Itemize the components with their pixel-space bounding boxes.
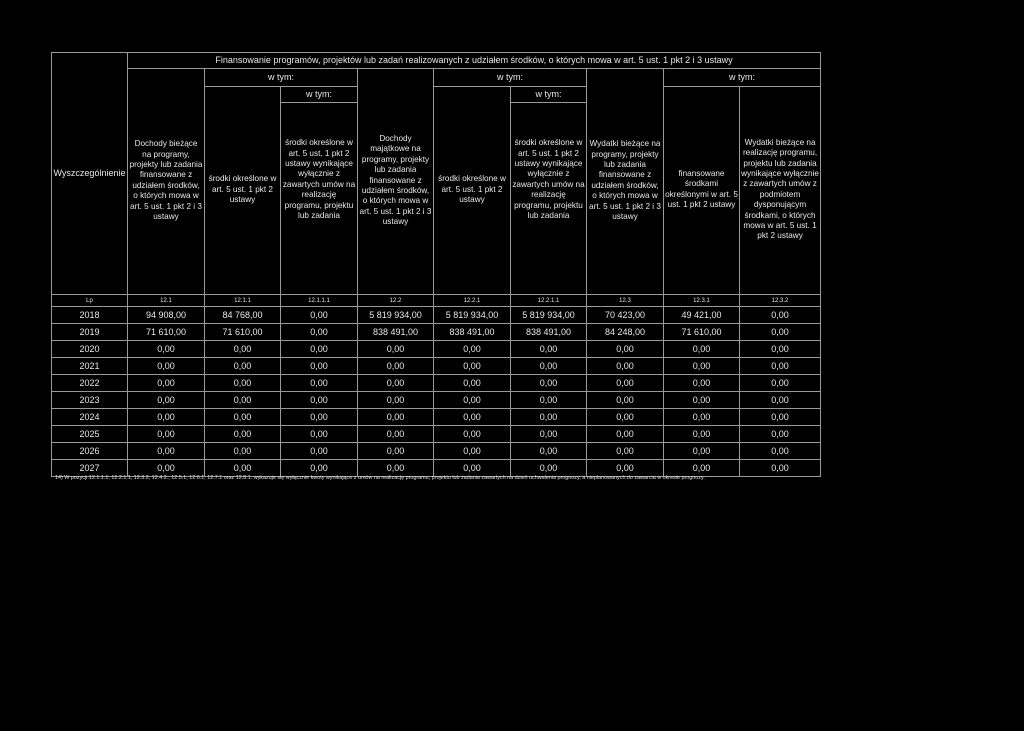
header-w-tym-1: w tym: [205, 69, 358, 87]
header-spacer [281, 257, 358, 293]
code-cell: Lp [52, 295, 128, 307]
row-value: 0,00 [205, 341, 281, 358]
header-w-tym-2: w tym: [434, 69, 587, 87]
header-w-tym-2a: w tym: [511, 87, 587, 103]
row-value: 0,00 [434, 443, 511, 460]
row-value: 0,00 [358, 341, 434, 358]
row-value: 0,00 [587, 358, 664, 375]
row-value: 0,00 [664, 358, 740, 375]
code-cell: 12.2.1 [434, 295, 511, 307]
table-row [52, 358, 821, 375]
table-row [52, 426, 821, 443]
row-value: 0,00 [128, 392, 205, 409]
row-value: 0,00 [434, 375, 511, 392]
row-value: 0,00 [281, 392, 358, 409]
row-value: 0,00 [205, 392, 281, 409]
header-wyszczegolnienie: Wyszczególnienie [52, 53, 128, 295]
code-cell: 12.3.1 [664, 295, 740, 307]
row-value: 0,00 [740, 392, 821, 409]
header-c3: środki określone w art. 5 ust. 1 pkt 2 ustawy wynikające wyłącznie z zawartych umów na realizację programu, projektu lub zadania [281, 103, 358, 257]
row-value: 0,00 [434, 341, 511, 358]
row-value: 49 421,00 [664, 307, 740, 324]
data-rows [52, 307, 821, 477]
row-value: 0,00 [511, 426, 587, 443]
row-value: 0,00 [740, 460, 821, 477]
row-value: 0,00 [740, 341, 821, 358]
row-value: 0,00 [511, 409, 587, 426]
row-value: 5 819 934,00 [434, 307, 511, 324]
table-row [52, 324, 821, 341]
table-row [52, 443, 821, 460]
row-value: 0,00 [587, 426, 664, 443]
row-value: 0,00 [587, 443, 664, 460]
header-c6: środki określone w art. 5 ust. 1 pkt 2 ustawy wynikające wyłącznie z zawartych umów na realizację programu, projektu lub zadania [511, 103, 587, 257]
row-value: 71 610,00 [664, 324, 740, 341]
row-value: 0,00 [281, 460, 358, 477]
row-value: 70 423,00 [587, 307, 664, 324]
row-value: 0,00 [664, 341, 740, 358]
row-value: 0,00 [205, 358, 281, 375]
header-c1: Dochody bieżące na programy, projekty lub zadania finansowane z udziałem środków, o których mowa w art. 5 ust. 1 pkt 2 i 3 ustawy [128, 69, 205, 293]
row-value: 84 248,00 [587, 324, 664, 341]
row-value: 0,00 [358, 409, 434, 426]
code-cell: 12.2 [358, 295, 434, 307]
row-value: 0,00 [281, 426, 358, 443]
row-year: 2023 [52, 392, 128, 409]
row-value: 0,00 [740, 409, 821, 426]
row-value: 84 768,00 [205, 307, 281, 324]
row-value: 0,00 [281, 409, 358, 426]
row-value: 0,00 [128, 358, 205, 375]
row-year: 2024 [52, 409, 128, 426]
row-value: 838 491,00 [434, 324, 511, 341]
row-value: 0,00 [358, 392, 434, 409]
row-value: 0,00 [434, 426, 511, 443]
table-row [52, 392, 821, 409]
row-value: 0,00 [511, 460, 587, 477]
row-value: 0,00 [664, 443, 740, 460]
row-value: 0,00 [281, 324, 358, 341]
code-cell: 12.3 [587, 295, 664, 307]
row-value: 838 491,00 [358, 324, 434, 341]
row-value: 0,00 [128, 443, 205, 460]
header-c9: Wydatki bieżące na realizację programu, projektu lub zadania wynikające wyłącznie z zawartych umów z podmiotem dysponującym środkami, o których mowa w art. 5 ust. 1 pkt 2 ustawy [740, 87, 821, 293]
row-year: 2027 [52, 460, 128, 477]
header-c2: środki określone w art. 5 ust. 1 pkt 2 ustawy [205, 87, 281, 293]
row-value: 0,00 [664, 392, 740, 409]
code-cell: 12.1.1 [205, 295, 281, 307]
code-cell: 12.1.1.1 [281, 295, 358, 307]
row-value: 0,00 [205, 375, 281, 392]
code-cell: 12.2.1.1 [511, 295, 587, 307]
row-value: 0,00 [664, 375, 740, 392]
row-year: 2018 [52, 307, 128, 324]
row-value: 0,00 [358, 443, 434, 460]
row-value: 0,00 [358, 358, 434, 375]
row-value: 0,00 [128, 409, 205, 426]
row-value: 0,00 [281, 341, 358, 358]
row-value: 0,00 [740, 426, 821, 443]
header-c8: finansowane środkami określonymi w art. 5 ust. 1 pkt 2 ustawy [664, 87, 740, 293]
row-value: 0,00 [205, 426, 281, 443]
row-value: 0,00 [587, 460, 664, 477]
table-row [52, 409, 821, 426]
row-value: 0,00 [205, 409, 281, 426]
row-value: 0,00 [205, 443, 281, 460]
code-cell: 12.3.2 [740, 295, 821, 307]
table-row [52, 375, 821, 392]
row-value: 0,00 [511, 341, 587, 358]
row-value: 0,00 [740, 307, 821, 324]
row-value: 0,00 [664, 426, 740, 443]
header-title: Finansowanie programów, projektów lub zadań realizowanych z udziałem środków, o których mowa w art. 5 ust. 1 pkt 2 i 3 ustawy [128, 53, 821, 69]
row-value: 0,00 [740, 375, 821, 392]
row-value: 0,00 [587, 341, 664, 358]
row-year: 2020 [52, 341, 128, 358]
row-value: 0,00 [664, 460, 740, 477]
row-value: 0,00 [128, 375, 205, 392]
codes-row [52, 295, 821, 307]
row-year: 2025 [52, 426, 128, 443]
row-value: 0,00 [434, 460, 511, 477]
row-value: 5 819 934,00 [358, 307, 434, 324]
row-value: 0,00 [740, 358, 821, 375]
row-value: 0,00 [281, 358, 358, 375]
footnote: 14) W pozycji 12.1.1.1, 12.2.1.1, 12.3.2, 12.4.2., 12.5.1, 12.6.1, 12.7.1 oraz 12.8.1. wykazuje się wyłącznie kwoty wynikające z umów na realizację programu, projektu lub zadania zawartych na dzień uchwalenia prognozy, a nieplanowanych do zawarcia w okresie prognozy. [55, 475, 705, 481]
row-value: 0,00 [434, 392, 511, 409]
row-value: 0,00 [511, 392, 587, 409]
row-value: 0,00 [511, 375, 587, 392]
header-c7: Wydatki bieżące na programy, projekty lub zadania finansowane z udziałem środków, o których mowa w art. 5 ust. 1 pkt 2 i 3 ustawy [587, 69, 664, 293]
row-value: 5 819 934,00 [511, 307, 587, 324]
row-value: 0,00 [281, 443, 358, 460]
header-spacer [511, 257, 587, 293]
code-cell: 12.1 [128, 295, 205, 307]
row-year: 2026 [52, 443, 128, 460]
row-value: 0,00 [358, 460, 434, 477]
row-value: 838 491,00 [511, 324, 587, 341]
header-c4: Dochody majątkowe na programy, projekty lub zadania finansowane z udziałem środków, o których mowa w art. 5 ust. 1 pkt 2 i 3 ustawy [358, 69, 434, 293]
row-year: 2021 [52, 358, 128, 375]
row-value: 0,00 [740, 443, 821, 460]
row-value: 0,00 [587, 392, 664, 409]
table-row [52, 341, 821, 358]
row-value: 0,00 [587, 375, 664, 392]
row-year: 2019 [52, 324, 128, 341]
row-value: 0,00 [358, 426, 434, 443]
row-value: 0,00 [281, 375, 358, 392]
header-w-tym-3: w tym: [664, 69, 821, 87]
row-value: 0,00 [587, 409, 664, 426]
row-value: 0,00 [128, 460, 205, 477]
row-value: 0,00 [434, 358, 511, 375]
row-value: 0,00 [664, 409, 740, 426]
row-value: 0,00 [358, 375, 434, 392]
row-value: 94 908,00 [128, 307, 205, 324]
row-value: 71 610,00 [128, 324, 205, 341]
header-c5: środki określone w art. 5 ust. 1 pkt 2 ustawy [434, 87, 511, 293]
header-w-tym-1a: w tym: [281, 87, 358, 103]
row-value: 71 610,00 [205, 324, 281, 341]
row-value: 0,00 [434, 409, 511, 426]
row-value: 0,00 [511, 358, 587, 375]
row-value: 0,00 [511, 443, 587, 460]
financing-table [51, 52, 821, 477]
row-value: 0,00 [128, 341, 205, 358]
row-value: 0,00 [128, 426, 205, 443]
row-value: 0,00 [740, 324, 821, 341]
row-year: 2022 [52, 375, 128, 392]
row-value: 0,00 [205, 460, 281, 477]
table-row [52, 307, 821, 324]
row-value: 0,00 [281, 307, 358, 324]
